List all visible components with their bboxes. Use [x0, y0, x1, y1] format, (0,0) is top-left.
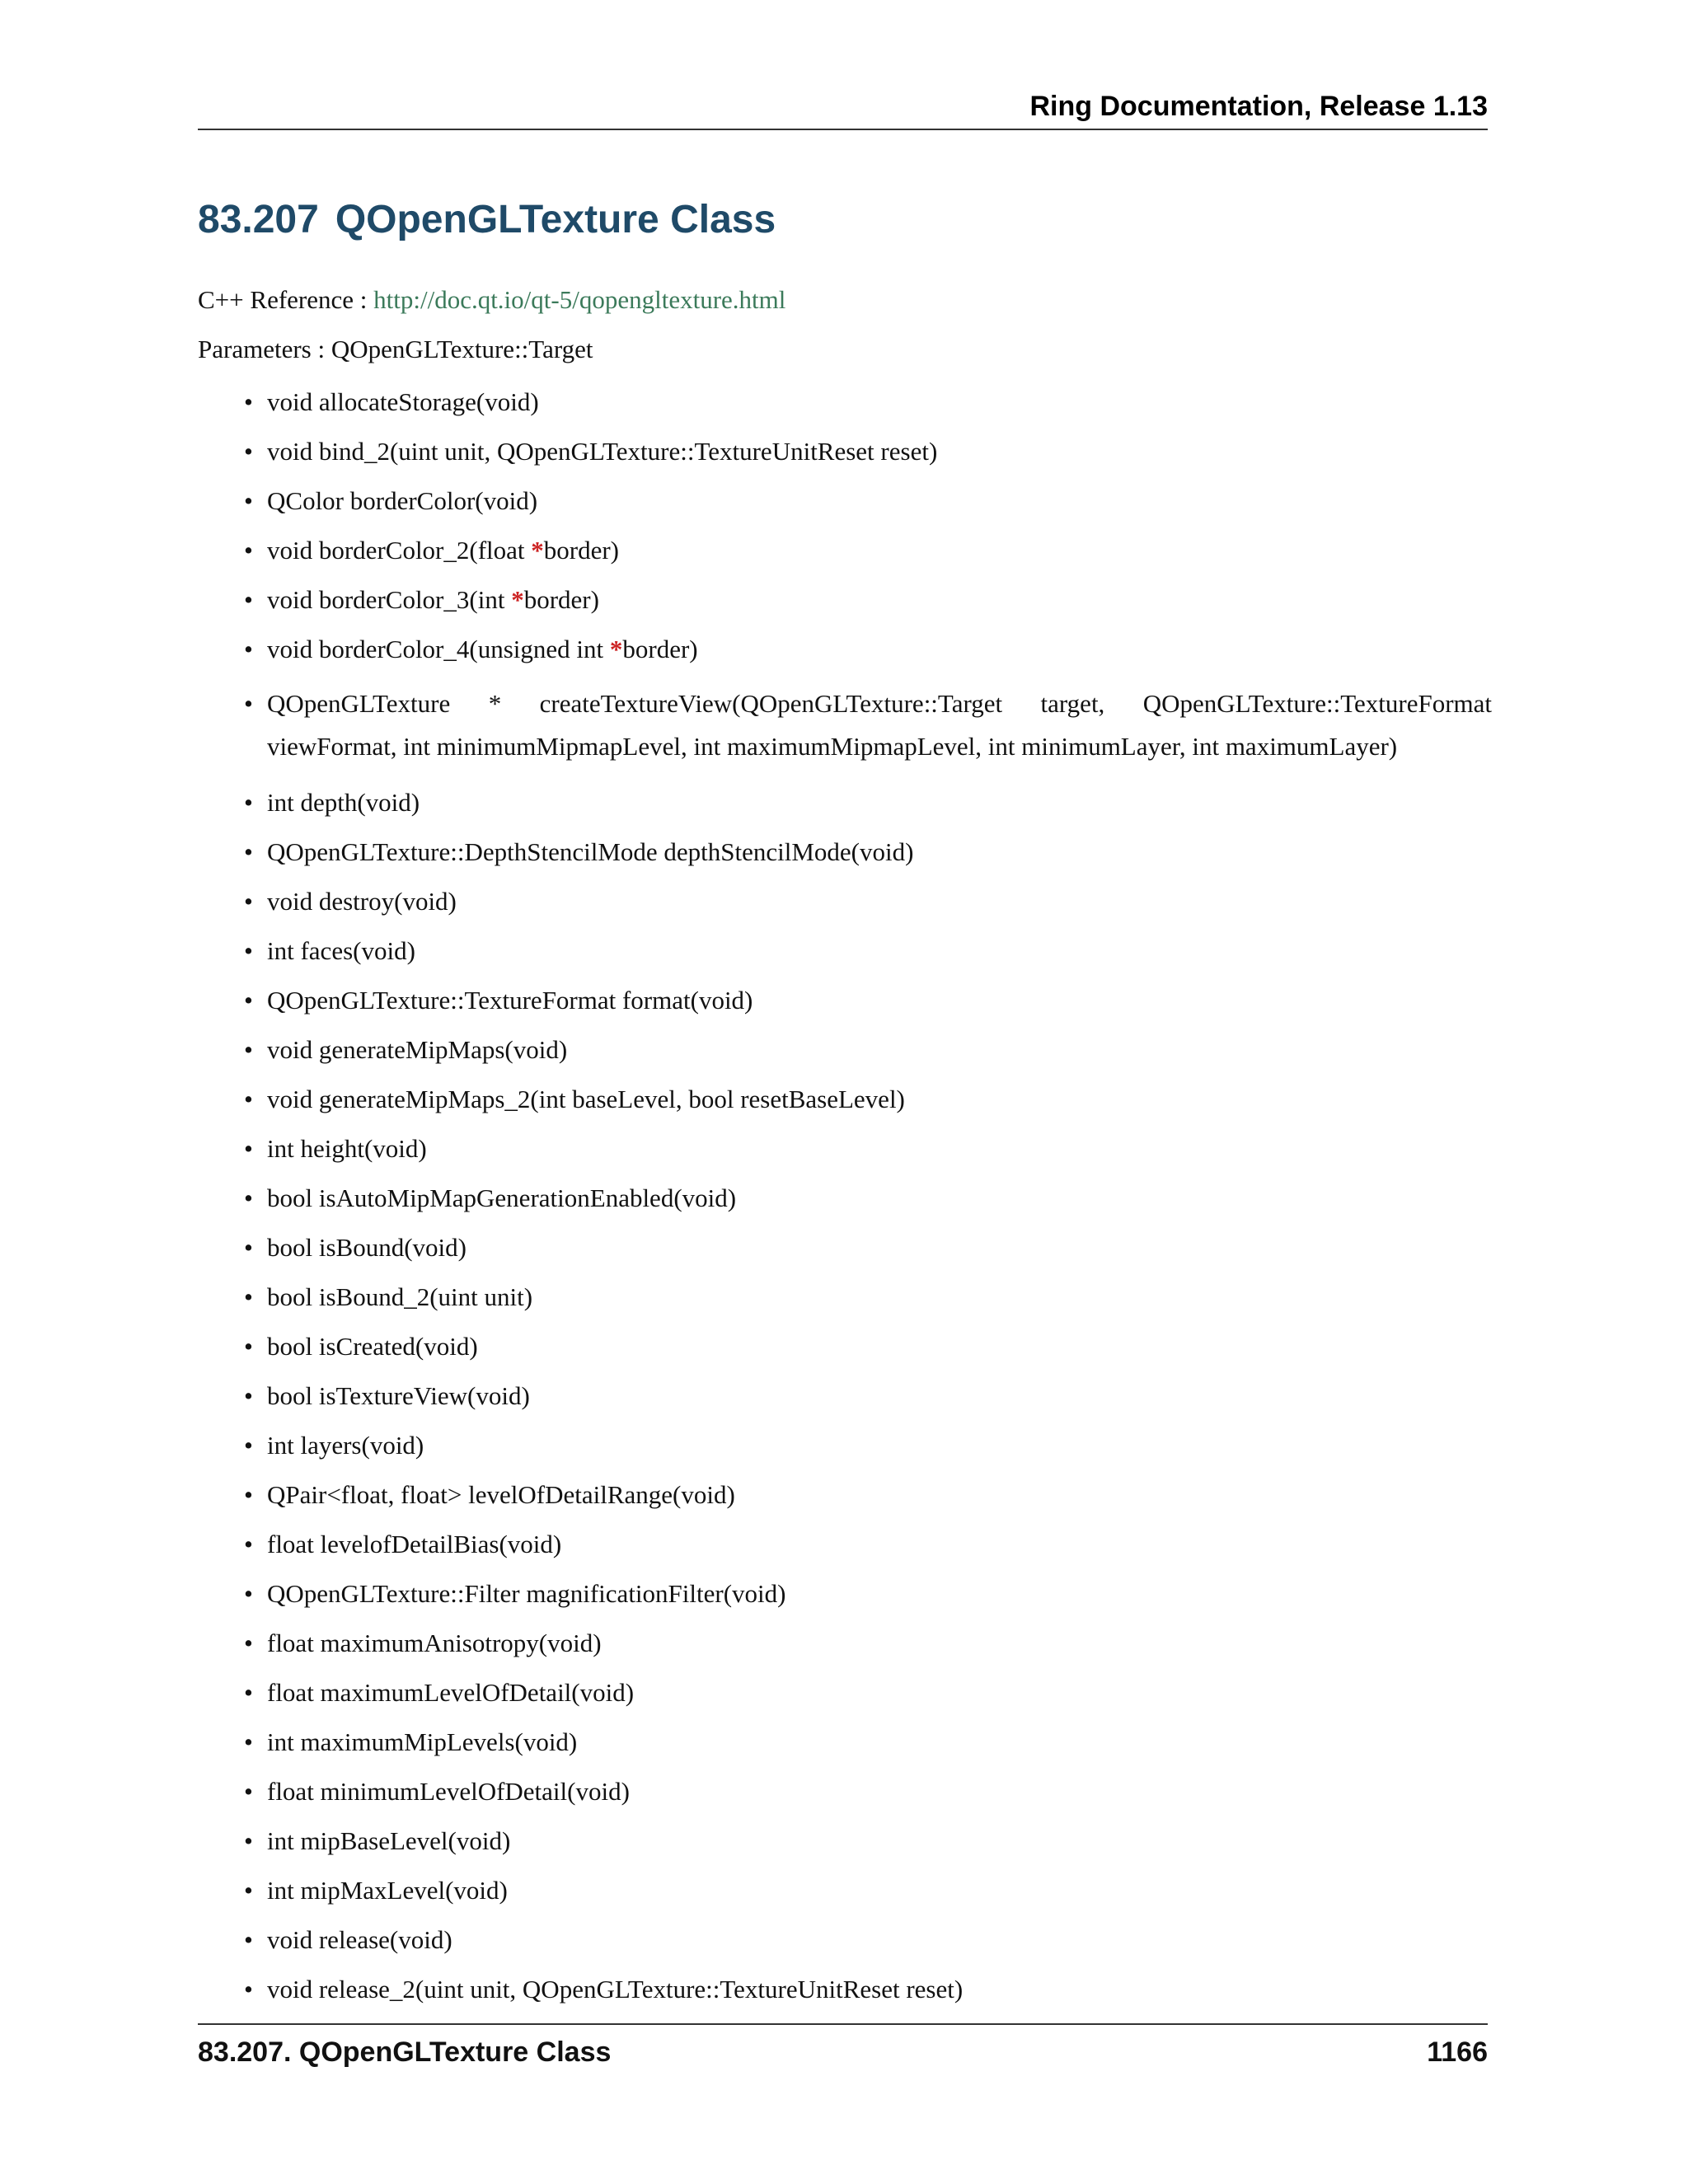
bullet-icon: •: [244, 986, 253, 1015]
bullet-icon: •: [244, 1530, 253, 1558]
bullet-icon: •: [244, 887, 253, 916]
method-item: [198, 1330, 1492, 1363]
method-item: [198, 1429, 1492, 1462]
bullet-icon: •: [244, 1876, 253, 1905]
method-signature: [267, 633, 1492, 666]
bullet-icon: •: [244, 1925, 253, 1954]
bullet-icon: •: [244, 1480, 253, 1509]
bullet-icon: •: [244, 585, 253, 614]
method-item: [198, 1231, 1492, 1264]
method-signature: QPair<float, float> levelOfDetailRange(void): [267, 1480, 735, 1509]
method-signature-prefix: void borderColor_4(unsigned int: [267, 635, 610, 663]
parameters-label: Parameters :: [198, 335, 331, 363]
method-item: [198, 1676, 1492, 1709]
bullet-icon: •: [244, 1282, 253, 1311]
method-item: [198, 885, 1492, 918]
method-item: [198, 1132, 1492, 1165]
method-signature: [267, 534, 1492, 567]
method-item: [198, 1577, 1492, 1610]
method-item: [198, 935, 1492, 968]
method-signature: float minimumLevelOfDetail(void): [267, 1777, 630, 1806]
method-item: [198, 583, 1492, 616]
bullet-icon: •: [244, 1975, 253, 2004]
method-item: [198, 386, 1492, 419]
bullet-icon: •: [244, 1727, 253, 1756]
pointer-asterisk: *: [531, 536, 544, 565]
bullet-icon: •: [244, 1777, 253, 1806]
method-item: [198, 633, 1492, 666]
method-item: [198, 1627, 1492, 1660]
method-item: [198, 435, 1492, 468]
method-item: [198, 1726, 1492, 1759]
method-signature: [267, 583, 1492, 616]
bullet-icon: •: [244, 1381, 253, 1410]
bullet-icon: •: [244, 1332, 253, 1361]
bullet-icon: •: [244, 788, 253, 817]
method-signature-suffix: border): [543, 536, 619, 565]
cpp-reference-label: C++ Reference :: [198, 285, 374, 314]
method-signature: QColor borderColor(void): [267, 486, 538, 515]
method-list: [198, 386, 1492, 2022]
method-signature: void generateMipMaps_2(int baseLevel, bool resetBaseLevel): [267, 1085, 905, 1113]
method-item: [198, 1083, 1492, 1116]
method-item: [198, 1973, 1492, 2006]
method-item: [198, 1528, 1492, 1561]
pointer-asterisk: *: [609, 635, 623, 663]
method-signature: bool isAutoMipMapGenerationEnabled(void): [267, 1183, 737, 1212]
bullet-icon: •: [244, 1431, 253, 1460]
method-item: [198, 1281, 1492, 1314]
pointer-asterisk: *: [511, 585, 524, 614]
method-signature: int mipBaseLevel(void): [267, 1826, 511, 1855]
method-signature: float levelofDetailBias(void): [267, 1530, 562, 1558]
bullet-icon: •: [244, 1678, 253, 1707]
method-item: [198, 836, 1492, 869]
method-signature: int layers(void): [267, 1431, 424, 1460]
method-signature: int faces(void): [267, 936, 415, 965]
method-signature: void release_2(uint unit, QOpenGLTexture::TextureUnitReset reset): [267, 1975, 964, 2004]
method-signature: void bind_2(uint unit, QOpenGLTexture::TextureUnitReset reset): [267, 437, 938, 466]
method-signature: QOpenGLTexture * createTextureView(QOpenGLTexture::Target target, QOpenGLTexture::TextureFormat viewFormat, int minimumMipmapLevel, int maximumMipmapLevel, int minimumLayer, int maximumLayer): [267, 689, 1492, 761]
method-item: [198, 682, 1492, 768]
method-item: [198, 1033, 1492, 1066]
cpp-reference-line: [198, 284, 785, 316]
method-item: [198, 1479, 1492, 1511]
page-number: 1166: [1427, 2036, 1488, 2068]
section-title-text: QOpenGLTexture Class: [335, 198, 776, 241]
method-signature: QOpenGLTexture::TextureFormat format(void): [267, 986, 753, 1015]
method-signature: float maximumLevelOfDetail(void): [267, 1678, 635, 1707]
method-item: [198, 534, 1492, 567]
method-signature-prefix: void borderColor_2(float: [267, 536, 532, 565]
method-signature: int height(void): [267, 1134, 427, 1163]
method-item: [198, 1874, 1492, 1907]
bullet-icon: •: [244, 1233, 253, 1262]
method-signature: int depth(void): [267, 788, 420, 817]
bullet-icon: •: [244, 1579, 253, 1608]
bullet-icon: •: [244, 1035, 253, 1064]
method-signature: bool isBound(void): [267, 1233, 467, 1262]
page-footer: [198, 2023, 1488, 2071]
bullet-icon: •: [244, 837, 253, 866]
method-signature: bool isTextureView(void): [267, 1381, 530, 1410]
bullet-icon: •: [244, 936, 253, 965]
method-signature-prefix: void borderColor_3(int: [267, 585, 512, 614]
method-signature-suffix: border): [523, 585, 599, 614]
parameters-line: [198, 333, 593, 366]
method-item: [198, 1825, 1492, 1858]
running-title: Ring Documentation, Release 1.13: [1029, 91, 1488, 122]
method-item: [198, 786, 1492, 819]
footer-section-label: 83.207. QOpenGLTexture Class: [198, 2036, 612, 2068]
section-title: [198, 191, 776, 249]
bullet-icon: •: [244, 635, 253, 663]
method-item: [198, 1775, 1492, 1808]
method-signature: void release(void): [267, 1925, 452, 1954]
bullet-icon: •: [244, 1826, 253, 1855]
method-signature: int mipMaxLevel(void): [267, 1876, 508, 1905]
method-item: [198, 984, 1492, 1017]
page-header: [198, 92, 1488, 130]
method-signature: bool isCreated(void): [267, 1332, 478, 1361]
bullet-icon: •: [244, 1183, 253, 1212]
method-signature-suffix: border): [622, 635, 698, 663]
method-item: [198, 1380, 1492, 1413]
method-signature: void allocateStorage(void): [267, 387, 539, 416]
method-signature: float maximumAnisotropy(void): [267, 1629, 602, 1657]
method-signature: void generateMipMaps(void): [267, 1035, 568, 1064]
method-signature: QOpenGLTexture::DepthStencilMode depthStencilMode(void): [267, 837, 914, 866]
section-number: 83.207: [198, 198, 319, 241]
bullet-icon: •: [244, 536, 253, 565]
method-item: [198, 485, 1492, 518]
bullet-icon: •: [244, 437, 253, 466]
bullet-icon: •: [244, 387, 253, 416]
bullet-icon: •: [244, 1134, 253, 1163]
bullet-icon: •: [244, 1085, 253, 1113]
method-item: [198, 1182, 1492, 1215]
method-signature: int maximumMipLevels(void): [267, 1727, 578, 1756]
method-signature: QOpenGLTexture::Filter magnificationFilter(void): [267, 1579, 786, 1608]
method-signature: void destroy(void): [267, 887, 457, 916]
bullet-icon: •: [244, 486, 253, 515]
method-item: [198, 1924, 1492, 1957]
bullet-icon: •: [244, 689, 253, 718]
cpp-reference-link[interactable]: http://doc.qt.io/qt-5/qopengltexture.html: [373, 285, 786, 314]
bullet-icon: •: [244, 1629, 253, 1657]
parameters-value: QOpenGLTexture::Target: [331, 335, 593, 363]
method-signature: bool isBound_2(uint unit): [267, 1282, 533, 1311]
